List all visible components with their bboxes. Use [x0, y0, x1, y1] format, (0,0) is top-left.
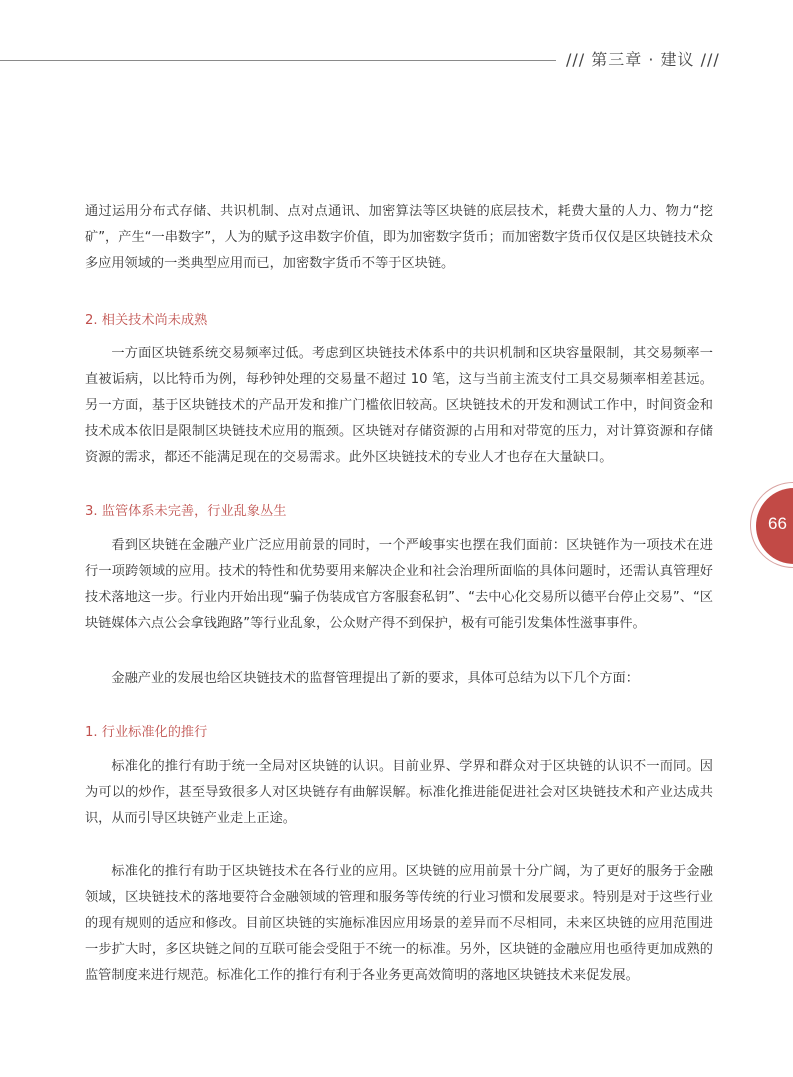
section-2-paragraph: 一方面区块链系统交易频率过低。考虑到区块链技术体系中的共识机制和区块容量限制，其交易频率一直被诟病，以比特币为例，每秒钟处理的交易量不超过 10 笔，这与当前主流支付工具交易频率相差甚远。另一方面，基于区块链技术的产品开发和推广门槛依旧较高。区块链技术的开发和测试工作中，时间资金和技术成本依旧是限制区块链技术应用的瓶颈。区块链对存储资源的占用和对带宽的压力，对计算资源和存储资源的需求，都还不能满足现在的交易需求。此外区块链技术的专业人才也存在大量缺口。 — [85, 346, 713, 465]
page-number-tab — [756, 488, 793, 564]
intro-paragraph-block — [85, 199, 713, 277]
section-2-block — [85, 341, 713, 471]
subsection-1-block-b — [85, 859, 713, 989]
subsection-1-paragraph-1: 标准化的推行有助于统一全局对区块链的认识。目前业界、学界和群众对于区块链的认识不一而同。因为可以的炒作，甚至导致很多人对区块链存有曲解误解。标准化推进能促进社会对区块链技术和产业达成共识，从而引导区块链产业走上正途。 — [85, 759, 713, 826]
section-3-block — [85, 533, 713, 637]
chapter-header: /// 第三章 · 建议 /// — [566, 50, 720, 69]
subsection-1-paragraph-2: 标准化的推行有助于区块链技术在各行业的应用。区块链的应用前景十分广阔，为了更好的服务于金融领域，区块链技术的落地要符合金融领域的管理和服务等传统的行业习惯和发展要求。特别是对于这些行业的现有规则的适应和修改。目前区块链的实施标准因应用场景的差异而不尽相同，未来区块链的应用范围进一步扩大时，多区块链之间的互联可能会受阻于不统一的标准。另外，区块链的金融应用也亟待更加成熟的监管制度来进行规范。标准化工作的推行有利于各业务更高效简明的落地区块链技术来促发展。 — [85, 864, 713, 983]
intro-paragraph: 通过运用分布式存储、共识机制、点对点通讯、加密算法等区块链的底层技术，耗费大量的人力、物力“挖矿”，产生“一串数字”，人为的赋予这串数字价值，即为加密数字货币；而加密数字货币仅仅是区块链技术众多应用领域的一类典型应用而已，加密数字货币不等于区块链。 — [85, 204, 713, 271]
section-3-paragraph: 看到区块链在金融产业广泛应用前景的同时，一个严峻事实也摆在我们面前：区块链作为一项技术在进行一项跨领域的应用。技术的特性和优势要用来解决企业和社会治理所面临的具体问题时，还需认真管理好技术落地这一步。行业内开始出现“骗子伪装成官方客服套私钥”、“去中心化交易所以德平台停止交易”、“区块链媒体六点公会拿钱跑路”等行业乱象，公众财产得不到保护，极有可能引发集体性滋事事件。 — [85, 538, 713, 631]
section-heading-3: 3. 监管体系未完善，行业乱象丛生 — [85, 504, 287, 519]
header-rule — [0, 60, 556, 61]
page-number: 66 — [768, 514, 787, 533]
subsection-heading-1: 1. 行业标准化的推行 — [85, 725, 208, 740]
summary-paragraph: 金融产业的发展也给区块链技术的监督管理提出了新的要求，具体可总结为以下几个方面： — [111, 671, 639, 686]
summary-block — [85, 666, 713, 692]
section-heading-2: 2. 相关技术尚未成熟 — [85, 313, 208, 328]
subsection-1-block-a — [85, 754, 713, 832]
